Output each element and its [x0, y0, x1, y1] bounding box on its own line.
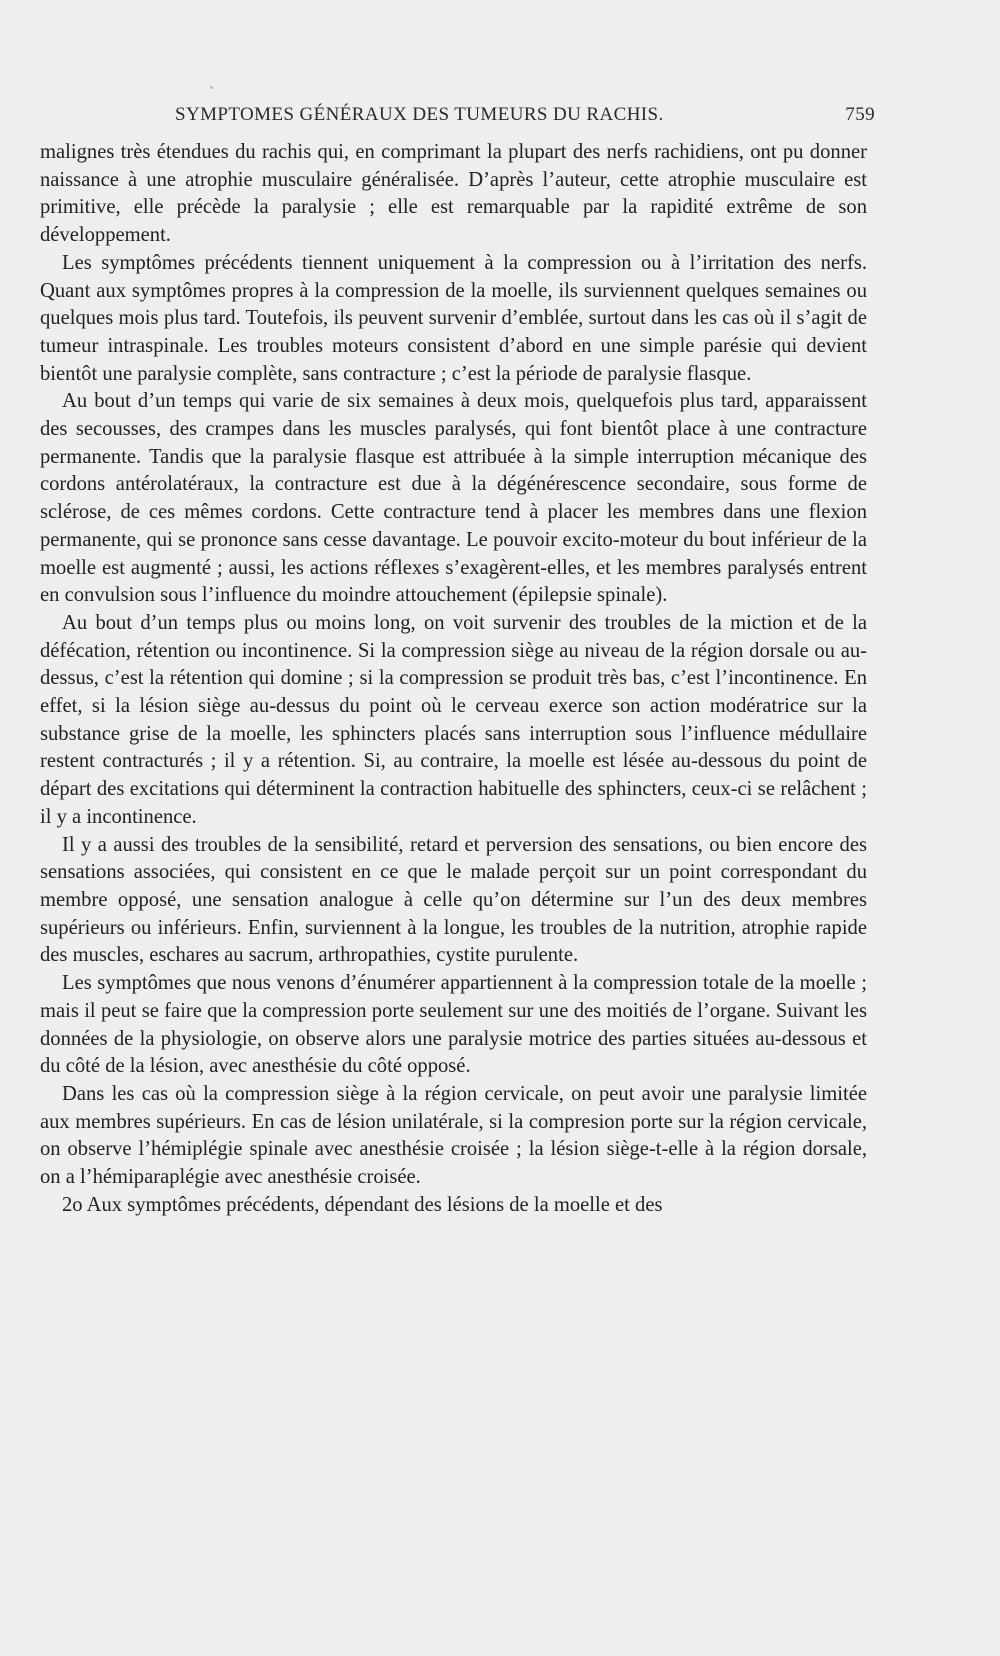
running-header: [175, 104, 875, 134]
paragraph: malignes très étendues du rachis qui, en comprimant la plupart des nerfs rachidiens, ont pu donner naissance à une atrophie musculaire généralisée. D’après l’auteur, cette atrophie musculaire est primitive, elle précède la paralysie ; elle est remarquable par la rapidité extrême de son développement.: [40, 141, 867, 247]
paragraph: Au bout d’un temps qui varie de six semaines à deux mois, quelquefois plus tard, apparaissent des secousses, des crampes dans les muscles paralysés, qui font bientôt place à une contracture permanente. Tandis que la paralysie flasque est attribuée à la simple interruption mécanique des cordons antérolatéraux, la contracture est due à la dégénérescence secondaire, sous forme de sclérose, de ces mêmes cordons. Cette contracture tend à placer les membres dans une flexion permanente, qui se prononce sans cesse davantage. Le pouvoir excito-moteur du bout inférieur de la moelle est augmenté ; aussi, les actions réflexes s’exagèrent-elles, et les membres paralysés entrent en convulsion sous l’influence du moindre attouchement (épilepsie spinale).: [40, 390, 867, 607]
paragraph: Les symptômes précédents tiennent uniquement à la compression ou à l’irritation des nerfs. Quant aux symptômes propres à la compression de la moelle, ils surviennent quelques semaines ou quelques mois plus tard. Toutefois, ils peuvent survenir d’emblée, surtout dans les cas où il s’agit de tumeur intraspinale. Les troubles moteurs consistent d’abord en une simple parésie qui devient bientôt une paralysie complète, sans contracture ; c’est la période de paralysie flasque.: [40, 251, 867, 385]
paragraph: Il y a aussi des troubles de la sensibilité, retard et perversion des sensations, ou bien encore des sensations associées, qui consistent en ce que le malade perçoit sur un point correspondant du membre opposé, une sensation analogue à celle qu’on détermine sur l’un des deux membres supérieurs ou inférieurs. Enfin, surviennent à la longue, les troubles de la nutrition, atrophie rapide des muscles, eschares au sacrum, arthropathies, cystite purulente.: [40, 833, 867, 967]
paragraph: Au bout d’un temps plus ou moins long, on voit survenir des troubles de la miction et de la défécation, rétention ou incontinence. Si la compression siège au niveau de la région dorsale ou au-dessus, c’est la rétention qui domine ; si la compression se produit très bas, c’est l’incontinence. En effet, si la lésion siège au-dessus du point où le cerveau exerce son action modératrice sur la substance grise de la moelle, les sphincters placés sans interruption sous l’influence médullaire restent contracturés ; il y a rétention. Si, au contraire, la moelle est lésée au-dessous du point de départ des excitations qui déterminent la contraction habituelle des sphincters, ceux-ci se relâchent ; il y a incontinence.: [40, 611, 867, 828]
body-text: [40, 139, 867, 1219]
print-speck: [210, 86, 213, 89]
paragraph: Les symptômes que nous venons d’énumérer appartiennent à la compression totale de la moelle ; mais il peut se faire que la compression porte seulement sur une des moitiés de l’organe. Suivant les données de la physiologie, on observe alors une paralysie motrice des parties situées au-dessous et du côté de la lésion, avec anesthésie du côté opposé.: [40, 972, 867, 1078]
page-number: 759: [845, 104, 875, 125]
running-title: SYMPTOMES GÉNÉRAUX DES TUMEURS DU RACHIS.: [175, 104, 664, 125]
paragraph: 2o Aux symptômes précédents, dépendant des lésions de la moelle et des: [62, 1193, 663, 1216]
paragraph: Dans les cas où la compression siège à la région cervicale, on peut avoir une paralysie limitée aux membres supérieurs. En cas de lésion unilatérale, si la compresion porte sur la région cervicale, on observe l’hémiplégie spinale avec anesthésie croisée ; la lésion siège-t-elle à la région dorsale, on a l’hémiparaplégie avec anesthésie croisée.: [40, 1082, 867, 1189]
